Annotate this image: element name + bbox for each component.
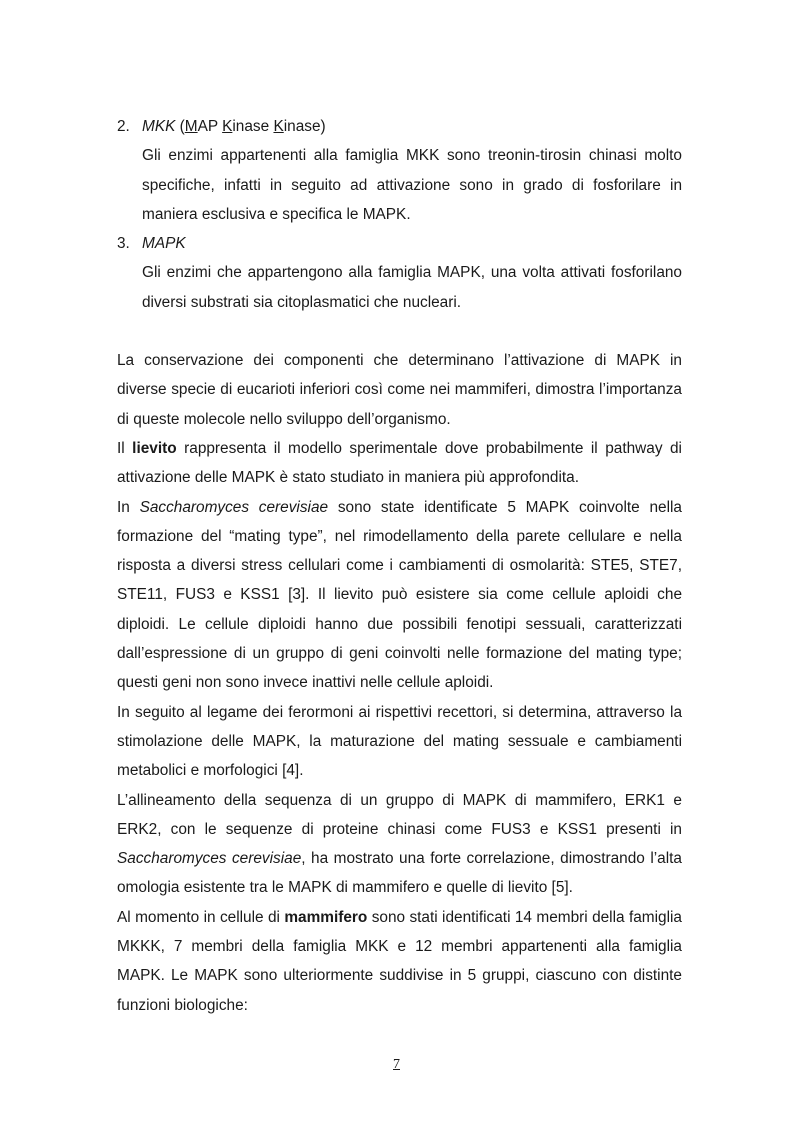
list-item bbox=[117, 229, 682, 317]
list-item bbox=[117, 112, 682, 229]
species-name: Saccharomyces cerevisiae bbox=[139, 498, 329, 516]
paragraph: La conservazione dei componenti che determinano l’attivazione di MAPK in diverse specie di eucarioti inferiori così come nei mammiferi, dimostra l’importanza di queste molecole nello sviluppo dell’organismo. bbox=[117, 352, 682, 428]
paragraph: Al momento in cellule di mammifero sono stati identificati 14 membri della famiglia MKKK, 7 membri della famiglia MKK e 12 membri appartenenti alla famiglia MAPK. Le MAPK sono ulteriormente suddivise in 5 gruppi, ciascuno con distinte funzioni biologiche: bbox=[117, 908, 682, 1014]
list-term: MKK bbox=[142, 118, 176, 135]
bold-term: mammifero bbox=[284, 908, 368, 926]
bold-term: lievito bbox=[132, 439, 177, 457]
paragraph: L’allineamento della sequenza di un gruppo di MAPK di mammifero, ERK1 e ERK2, con le sequenze di proteine chinasi come FUS3 e KSS1 presenti in Saccharomyces cerevisiae, ha mostrato una forte correlazione, dimostrando l’alta omologia esistente tra le MAPK di mammifero e quelle di lievito [5]. bbox=[117, 791, 682, 897]
list-number: 2. bbox=[117, 118, 130, 135]
list-item-heading: 2. MKK (MAP Kinase Kinase) bbox=[117, 112, 682, 141]
spacer bbox=[117, 317, 682, 346]
page-content bbox=[117, 112, 682, 1020]
paragraph: In seguito al legame dei ferormoni ai rispettivi recettori, si determina, attraverso la stimolazione delle MAPK, la maturazione del mating sessuale e cambiamenti metabolici e morfologici [4]. bbox=[117, 703, 682, 780]
list-item-heading bbox=[117, 229, 682, 258]
page-number: 7 bbox=[393, 1057, 400, 1072]
species-name: Saccharomyces cerevisiae bbox=[117, 850, 302, 868]
list-term: MAPK bbox=[142, 235, 186, 253]
paragraph: Il lievito rappresenta il modello sperimentale dove probabilmente il pathway di attivazione delle MAPK è stato studiato in maniera più approfondita. bbox=[117, 439, 682, 487]
list-item-body: Gli enzimi appartenenti alla famiglia MKK sono treonin-tirosin chinasi molto specifiche, infatti in seguito ad attivazione sono in grado di fosforilare in maniera esclusiva e specifica le MAPK. bbox=[142, 147, 682, 223]
list-item-body: Gli enzimi che appartengono alla famiglia MAPK, una volta attivati fosforilano diversi substrati sia citoplasmatici che nucleari. bbox=[142, 264, 682, 311]
list-number: 3. bbox=[117, 235, 130, 253]
paragraph: In Saccharomyces cerevisiae sono state identificate 5 MAPK coinvolte nella formazione del “mating type”, nel rimodellamento della parete cellulare e nella risposta a diversi stress cellulari come i cambiamenti di osmolarità: STE5, STE7, STE11, FUS3 e KSS1 [3]. Il lievito può esistere sia come cellule aploidi che diploidi. Le cellule diploidi hanno due possibili fenotipi sessuali, caratterizzati dall’espressione di un gruppo di geni coinvolti nelle formazione del mating type; questi geni non sono invece inattivi nelle cellule aploidi. bbox=[117, 498, 682, 692]
